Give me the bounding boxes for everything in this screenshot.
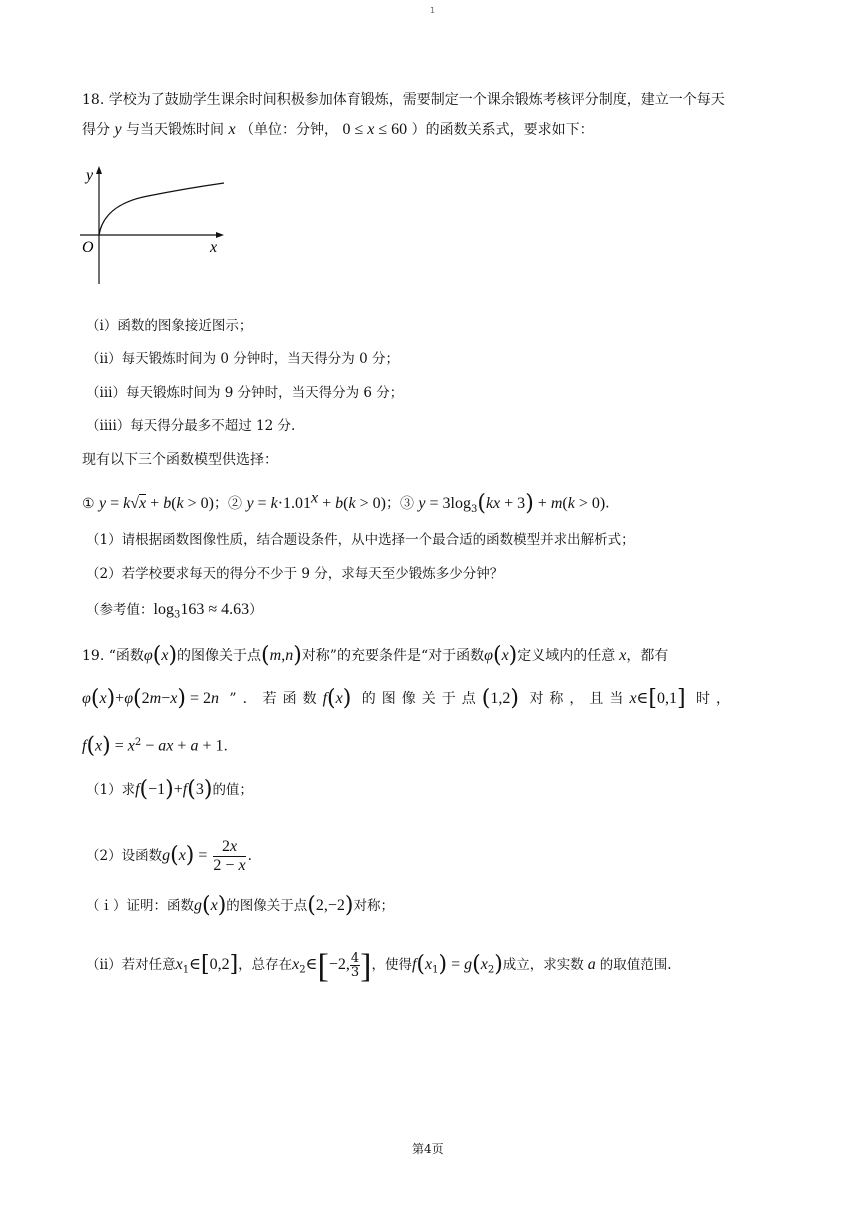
model-1: ① y = k√x + b(k > 0) bbox=[82, 494, 214, 512]
q18-models: ① y = k√x + b(k > 0)；② $y = k\cdot 1.01^x + b(k > 0)$；③ $y = 3\log_3(kx + 3) + m(k > 0)$. bbox=[82, 489, 610, 516]
model-2: ② $y = k\cdot 1.01^x + b(k > 0)$ bbox=[227, 489, 386, 512]
domain-inequality: 0 ≤ x ≤ 60 bbox=[342, 121, 408, 138]
q19-line1: 19. “函数φ(x)的图像关于点(m,n)对称”的充要条件是“对于函数φ(x)定义域内的任意 x，都有 bbox=[82, 643, 669, 668]
var-x: x bbox=[228, 121, 236, 138]
q19-part-1: （1）求f(−1)+f(3)的值； bbox=[86, 777, 253, 802]
q18-line1: 18. 学校为了鼓励学生课余时间积极参加体育锻炼，需要制定一个课余锻炼考核评分制度，建立一个每天 bbox=[82, 92, 725, 108]
q18-line2: 得分 y 与当天锻炼时间 x （单位：分钟， 0 ≤ x ≤ 60 ）的函数关系式，要求如下： bbox=[82, 121, 594, 138]
q19-part-2-ii: （ii）若对任意$x_1\in[0,2]$，总存在$x_2\in[-2$, $\frac{4}{3}$]，使得$f(x_1) = g(x_2)$成立，求实数 a 的取值范围. bbox=[86, 948, 672, 985]
q18-part-1: （1）请根据函数图像性质，结合题设条件，从中选择一个最合适的函数模型并求出解析式； bbox=[86, 532, 635, 548]
q19-line2: φ(x)+φ(2m−x) = 2n ”．若函数f(x) 的图像关于点(1,2) 对称，且当x∈[0,1] 时， bbox=[82, 686, 737, 711]
x-axis-label: x bbox=[210, 239, 218, 256]
q19-line3: $f(x) = x^2$ − ax + a + 1. bbox=[82, 733, 228, 759]
curve bbox=[99, 183, 224, 235]
q19-part-2-i: （ｉ）证明：函数g(x)的图像关于点(2,−2)对称； bbox=[86, 893, 395, 918]
q18-condition-4: （iiii）每天得分最多不超过 12 分. bbox=[86, 418, 296, 434]
q19-part-2: （2）设函数g(x) = $\frac{2x}{2 - x}$ . bbox=[86, 838, 252, 874]
q18-part-2: （2）若学校要求每天的得分不少于 9 分，求每天至少锻炼多少分钟？ bbox=[86, 566, 504, 582]
var-y: y bbox=[114, 121, 122, 138]
q18-condition-2: （ii）每天锻炼时间为 0 分钟时，当天得分为 0 分； bbox=[86, 351, 399, 367]
x-axis-arrow bbox=[216, 232, 224, 238]
q18-reference: （参考值：$\log_3163 \approx 4.63$） bbox=[86, 601, 263, 621]
q18-function-graph bbox=[78, 162, 238, 288]
q18-condition-1: （i）函数的图象接近图示； bbox=[86, 318, 253, 334]
page-footer: 第4页 bbox=[412, 1142, 444, 1156]
header-mark: 1 bbox=[430, 6, 436, 15]
y-axis-arrow bbox=[96, 166, 102, 174]
model-3: ③ $y = 3\log_3(kx + 3) + m(k > 0)$ bbox=[399, 490, 606, 516]
q18-condition-3: （iii）每天锻炼时间为 9 分钟时，当天得分为 6 分； bbox=[86, 385, 404, 401]
origin-label: O bbox=[82, 239, 94, 256]
y-axis-label: y bbox=[86, 167, 94, 184]
q18-models-intro: 现有以下三个函数模型供选择： bbox=[82, 452, 278, 468]
